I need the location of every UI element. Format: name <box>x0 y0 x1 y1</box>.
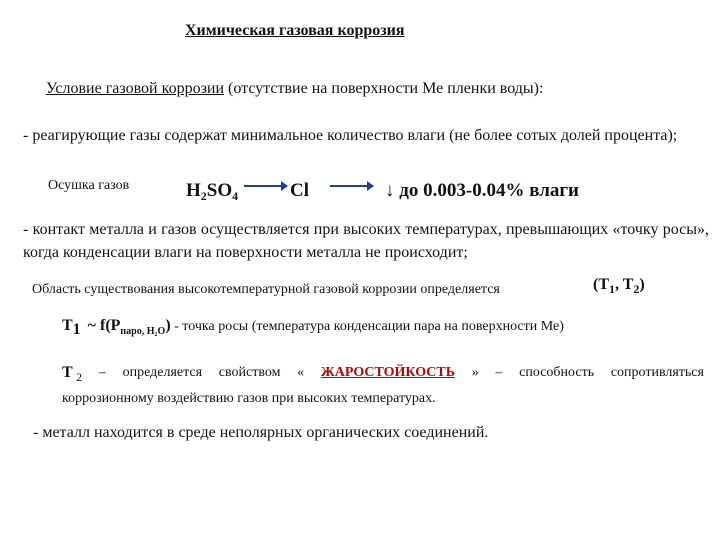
t1-function-sub: паро, H₂O <box>120 326 166 337</box>
formula-cl: Cl <box>290 180 309 201</box>
t1-function-close: ) <box>165 317 171 334</box>
t1-symbol: T <box>62 317 73 334</box>
t2-second-line: коррозионному воздействию газов при высоких температурах. <box>62 391 436 406</box>
region-text: Область существования высокотемпературной газовой коррозии определяется <box>32 282 500 297</box>
t1-function: ~ f(P <box>87 317 121 334</box>
range-sub2: 2 <box>633 282 640 296</box>
formula-so-sub: 4 <box>232 189 239 203</box>
formula-so: SO <box>206 180 233 201</box>
drying-result: ↓ до 0.003-0.04% влаги <box>385 180 579 201</box>
condition-label: Условие газовой коррозии <box>46 80 225 97</box>
t2-first-line <box>62 362 704 388</box>
keyword-heat-resistance: ЖАРОСТОЙКОСТЬ <box>320 365 455 380</box>
t2-symbol-wrap <box>62 362 82 388</box>
t2-sub: 2 <box>76 370 83 384</box>
arrow-right-icon <box>330 185 372 187</box>
t2-word: определяется <box>122 365 203 380</box>
range-open: (T <box>593 276 609 293</box>
t1-sub: 1 <box>72 321 81 338</box>
t2-definition <box>62 362 704 409</box>
paragraph-high-temperature: - контакт металла и газов осуществляется при высоких температурах, превышающих «точку росы», когда конденсации влаги на поверхности металла не происходит; <box>23 221 709 261</box>
formula-h2so4 <box>186 180 238 204</box>
t1-description: - точка росы (температура конденсации пара на поверхности Ме) <box>174 319 564 334</box>
t1-definition <box>62 317 564 339</box>
paragraph-nonpolar-media: - металл находится в среде неполярных органических соединений. <box>33 424 489 441</box>
temperature-range <box>593 276 645 297</box>
condition-line <box>46 80 543 98</box>
t2-word: – <box>98 365 106 380</box>
range-close: ) <box>639 276 645 293</box>
range-sub1: 1 <box>609 282 615 296</box>
paragraph-gases-moisture: - реагирующие газы содержат минимальное количество влаги (не более сотых долей процента); <box>23 127 678 144</box>
t2-word: способность <box>519 365 595 380</box>
condition-text: (отсутствие на поверхности Ме пленки воды): <box>224 80 544 97</box>
t2-word: свойством <box>218 365 281 380</box>
formula-h: H <box>186 180 201 201</box>
arrow-right-icon <box>244 185 286 187</box>
drying-label: Осушка газов <box>48 178 130 193</box>
range-mid: , T <box>615 276 634 293</box>
page-title: Химическая газовая коррозия <box>185 22 405 39</box>
t2-word: » <box>471 365 479 380</box>
t2-word: « <box>297 365 305 380</box>
formula-h-sub: 2 <box>200 189 207 203</box>
t2-word: сопротивляться <box>610 365 704 380</box>
t2-symbol: T <box>62 364 73 381</box>
t2-word: – <box>495 365 503 380</box>
